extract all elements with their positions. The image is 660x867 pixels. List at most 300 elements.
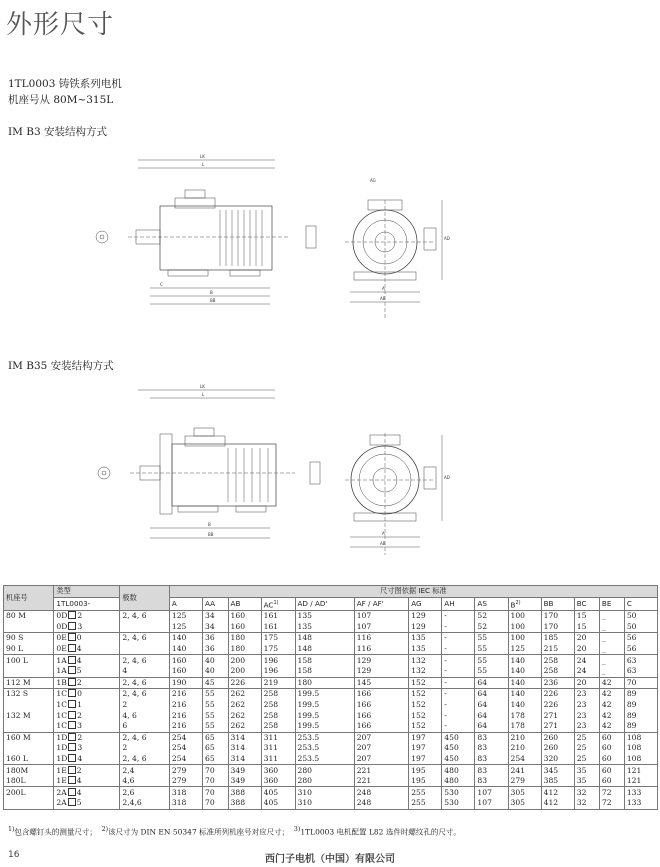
checkbox-placeholder-icon [68,666,76,674]
footnote-2: 该尺寸为 DIN EN 50347 标准所列机座号对应尺寸； [108,827,290,837]
cell-ab: 262 [228,710,261,721]
cell-frame: 132 S [4,689,54,700]
cell-aa: 55 [202,689,228,700]
cell-poles: 4, 6 [120,710,170,721]
column-header-be: BE [599,597,624,610]
cell-adad: 158 [295,655,354,666]
cell-aa: 65 [202,743,228,754]
table-row [4,743,658,754]
cell-c: 89 [624,700,657,711]
cell-as: 55 [475,644,508,655]
checkbox-placeholder-icon [68,622,76,630]
cell-type: 1C 2 [54,710,120,721]
cell-bb: 412 [541,787,574,798]
cell-c: 108 [624,743,657,754]
header-type: 类型 [54,586,120,598]
cell-afaf: 166 [354,689,408,700]
cell-be: 60 [599,743,624,754]
table-row [4,700,658,711]
table-row [4,644,658,655]
cell-type: 1B 2 [54,677,120,689]
cell-frame: 160 L [4,754,54,765]
cell-poles: 2, 4, 6 [120,732,170,743]
cell-a: 125 [169,610,202,621]
cell-bc: 20 [574,644,599,655]
cell-bb: 260 [541,743,574,754]
cell-a: 216 [169,700,202,711]
cell-bb: 412 [541,798,574,809]
cell-poles: 2,6 [120,787,170,798]
cell-c: 121 [624,776,657,787]
cell-bc: 32 [574,787,599,798]
cell-c: 70 [624,677,657,689]
cell-be: 42 [599,689,624,700]
cell-c: 121 [624,765,657,776]
b3-section-label: IM B3 安装结构方式 [8,126,107,138]
column-header-ab: AB [228,597,261,610]
table-row [4,732,658,743]
dim-l: L [202,162,205,167]
cell-ag: 152 [409,677,442,689]
cell-a: 279 [169,776,202,787]
checkbox-placeholder-icon [68,633,76,641]
cell-ag: 135 [409,644,442,655]
cell-be: _ [599,633,624,644]
cell-ag: 195 [409,765,442,776]
cell-ah: - [442,622,475,633]
cell-ag: 255 [409,787,442,798]
cell-be: 42 [599,721,624,732]
cell-ab: 160 [228,622,261,633]
cell-afaf: 107 [354,610,408,621]
cell-as: 52 [475,622,508,633]
table-row [4,666,658,677]
cell-bc: 15 [574,610,599,621]
table-row [4,689,658,700]
cell-afaf: 207 [354,754,408,765]
column-header-bc: BC [574,597,599,610]
cell-aa: 65 [202,732,228,743]
cell-ag: 129 [409,622,442,633]
cell-ac: 405 [261,787,295,798]
cell-type: 1D 4 [54,754,120,765]
cell-type: 0D 2 [54,610,120,621]
cell-b: 254 [508,754,541,765]
cell-frame: 200L [4,787,54,798]
cell-adad: 310 [295,798,354,809]
cell-type: 1D 3 [54,743,120,754]
cell-poles: 2, 4, 6 [120,754,170,765]
cell-ac: 175 [261,633,295,644]
cell-ac: 311 [261,754,295,765]
cell-ag: 152 [409,721,442,732]
table-row [4,710,658,721]
cell-poles: 6 [120,721,170,732]
cell-b: 210 [508,743,541,754]
cell-c: 89 [624,721,657,732]
footnote-3: 1TL0003 电机配置 L82 选件时螺纹孔的尺寸。 [300,827,461,837]
dim-lk: LK [200,154,205,159]
cell-ah: 450 [442,732,475,743]
cell-poles: 2, 4, 6 [120,677,170,689]
cell-as: 64 [475,677,508,689]
cell-ah: - [442,721,475,732]
header-dims-caption: 尺寸图依据 IEC 标准 [169,586,657,598]
dim-ag: AG [370,178,376,183]
cell-ah: - [442,655,475,666]
cell-afaf: 166 [354,700,408,711]
cell-bb: 215 [541,644,574,655]
cell-bb: 320 [541,754,574,765]
column-header-bb: BB [541,597,574,610]
cell-be: _ [599,655,624,666]
cell-as: 83 [475,754,508,765]
column-header-a: A [169,597,202,610]
cell-aa: 34 [202,610,228,621]
cell-c: 89 [624,710,657,721]
cell-b: 140 [508,666,541,677]
cell-frame: 180L [4,776,54,787]
dim-c: C [160,282,163,287]
cell-poles [120,622,170,633]
cell-type: 1E 2 [54,765,120,776]
cell-bb: 385 [541,776,574,787]
cell-be: 42 [599,710,624,721]
cell-as: 64 [475,721,508,732]
cell-ag: 195 [409,776,442,787]
cell-as: 64 [475,710,508,721]
cell-bc: 23 [574,721,599,732]
cell-frame [4,700,54,711]
cell-a: 190 [169,677,202,689]
checkbox-placeholder-icon [68,644,76,652]
checkbox-placeholder-icon [68,656,76,664]
cell-be: 60 [599,776,624,787]
cell-adad: 148 [295,633,354,644]
cell-aa: 34 [202,622,228,633]
cell-ah: 530 [442,798,475,809]
cell-adad: 253.5 [295,732,354,743]
cell-adad: 158 [295,666,354,677]
table-row [4,776,658,787]
cell-bb: 258 [541,655,574,666]
cell-poles: 2, 4, 6 [120,655,170,666]
cell-c: 133 [624,798,657,809]
checkbox-placeholder-icon [68,776,76,784]
column-header-aa: AA [202,597,228,610]
cell-poles: 2, 4, 6 [120,689,170,700]
cell-poles [120,644,170,655]
column-header-adad: AD / AD' [295,597,354,610]
cell-ac: 258 [261,721,295,732]
dim-ab: AB [380,296,386,301]
cell-a: 216 [169,710,202,721]
cell-c: 89 [624,689,657,700]
cell-aa: 40 [202,655,228,666]
cell-be: 60 [599,765,624,776]
cell-a: 254 [169,743,202,754]
checkbox-placeholder-icon [68,611,76,619]
cell-a: 160 [169,666,202,677]
cell-aa: 70 [202,776,228,787]
cell-poles: 2,4,6 [120,798,170,809]
cell-frame [4,666,54,677]
cell-ac: 405 [261,798,295,809]
cell-ab: 226 [228,677,261,689]
dimension-table-body [4,610,658,809]
cell-c: 50 [624,610,657,621]
cell-ab: 388 [228,798,261,809]
cell-poles: 2 [120,700,170,711]
column-header-as: AS [475,597,508,610]
cell-frame [4,622,54,633]
cell-a: 254 [169,732,202,743]
cell-frame: 112 M [4,677,54,689]
cell-as: 83 [475,732,508,743]
cell-b: 125 [508,644,541,655]
cell-ag: 197 [409,732,442,743]
cell-ah: 450 [442,743,475,754]
cell-adad: 148 [295,644,354,655]
cell-be: _ [599,666,624,677]
b3-side-view-drawing [90,140,330,340]
cell-ac: 258 [261,700,295,711]
cell-bb: 226 [541,689,574,700]
table-row [4,633,658,644]
footnote-3-mark: 3) [293,826,301,833]
cell-poles: 2, 4, 6 [120,633,170,644]
cell-ab: 314 [228,743,261,754]
cell-bb: 271 [541,710,574,721]
table-row [4,765,658,776]
cell-bb: 345 [541,765,574,776]
cell-bc: 15 [574,622,599,633]
cell-b: 241 [508,765,541,776]
cell-bc: 24 [574,655,599,666]
cell-ah: 530 [442,787,475,798]
cell-c: 50 [624,622,657,633]
cell-b: 305 [508,787,541,798]
checkbox-placeholder-icon [68,700,76,708]
cell-b: 100 [508,633,541,644]
cell-b: 100 [508,622,541,633]
cell-aa: 65 [202,754,228,765]
cell-afaf: 221 [354,765,408,776]
cell-type: 2A 4 [54,787,120,798]
cell-type: 1D 2 [54,732,120,743]
dim-bb-2: BB [208,532,214,537]
cell-be: 42 [599,700,624,711]
cell-ac: 161 [261,610,295,621]
cell-type: 1C 3 [54,721,120,732]
cell-b: 100 [508,610,541,621]
cell-ab: 180 [228,644,261,655]
cell-as: 55 [475,655,508,666]
cell-ab: 314 [228,732,261,743]
b35-section-label: IM B35 安装结构方式 [8,360,114,372]
dim-lk-2: LK [200,384,205,389]
cell-be: 72 [599,798,624,809]
cell-ah: 480 [442,765,475,776]
cell-adad: 253.5 [295,743,354,754]
cell-be: 60 [599,754,624,765]
cell-ac: 360 [261,765,295,776]
cell-ag: 197 [409,754,442,765]
cell-ag: 129 [409,610,442,621]
cell-b: 178 [508,710,541,721]
cell-ag: 135 [409,633,442,644]
cell-afaf: 248 [354,787,408,798]
cell-a: 216 [169,689,202,700]
cell-c: 63 [624,655,657,666]
cell-as: 64 [475,689,508,700]
cell-c: 108 [624,754,657,765]
cell-ab: 262 [228,721,261,732]
cell-ab: 262 [228,700,261,711]
cell-ah: - [442,644,475,655]
cell-bc: 23 [574,700,599,711]
table-row [4,787,658,798]
cell-ah: 480 [442,776,475,787]
series-line: 1TL0003 铸铁系列电机 [8,78,122,90]
cell-bb: 185 [541,633,574,644]
cell-b: 279 [508,776,541,787]
b35-end-view-drawing [330,405,470,570]
cell-bb: 226 [541,700,574,711]
cell-adad: 135 [295,610,354,621]
b35-side-view-drawing [90,378,330,563]
cell-ac: 196 [261,655,295,666]
cell-b: 210 [508,732,541,743]
table-row [4,655,658,666]
cell-ac: 196 [261,666,295,677]
cell-a: 125 [169,622,202,633]
cell-adad: 280 [295,765,354,776]
cell-bc: 32 [574,798,599,809]
footnote-2-mark: 2) [101,826,109,833]
cell-frame [4,798,54,809]
cell-b: 178 [508,721,541,732]
cell-ah: - [442,610,475,621]
cell-aa: 36 [202,644,228,655]
cell-bb: 260 [541,732,574,743]
cell-be: _ [599,644,624,655]
dim-l-2: L [202,392,205,397]
cell-afaf: 129 [354,666,408,677]
company-name: 西门子电机（中国）有限公司 [265,854,395,865]
cell-adad: 199.5 [295,721,354,732]
cell-bc: 23 [574,710,599,721]
cell-b: 140 [508,655,541,666]
header-frame: 机座号 [4,586,54,611]
table-row [4,798,658,809]
checkbox-placeholder-icon [68,733,76,741]
cell-ah: - [442,689,475,700]
checkbox-placeholder-icon [68,743,76,751]
checkbox-placeholder-icon [68,798,76,806]
cell-poles: 4,6 [120,776,170,787]
cell-type: 1A 5 [54,666,120,677]
cell-c: 63 [624,666,657,677]
cell-a: 318 [169,798,202,809]
cell-be: 60 [599,732,624,743]
column-header-b: $B^{2)}$ [508,597,541,610]
column-header-ac: AC$^{1)}$ [261,597,295,610]
cell-ab: 388 [228,787,261,798]
dim-b-2: B [208,522,211,527]
cell-ab: 180 [228,633,261,644]
cell-aa: 70 [202,787,228,798]
cell-bb: 258 [541,666,574,677]
checkbox-placeholder-icon [68,678,76,686]
cell-bc: 20 [574,633,599,644]
cell-poles: 2 [120,743,170,754]
cell-as: 107 [475,798,508,809]
b3-end-view-drawing [330,160,470,340]
cell-be: 42 [599,677,624,689]
cell-bb: 170 [541,610,574,621]
cell-ah: - [442,633,475,644]
cell-as: 83 [475,743,508,754]
cell-ag: 197 [409,743,442,754]
cell-ab: 200 [228,655,261,666]
page-title: 外形尺寸 [6,10,115,40]
cell-aa: 55 [202,710,228,721]
cell-be: _ [599,610,624,621]
checkbox-placeholder-icon [68,689,76,697]
cell-type: 1E 4 [54,776,120,787]
cell-ac: 175 [261,644,295,655]
cell-ag: 132 [409,666,442,677]
cell-frame: 80 M [4,610,54,621]
cell-as: 83 [475,765,508,776]
table-row [4,677,658,689]
cell-type: 0E 0 [54,633,120,644]
table-row [4,754,658,765]
cell-ag: 132 [409,655,442,666]
cell-adad: 199.5 [295,689,354,700]
cell-ag: 152 [409,689,442,700]
cell-ah: - [442,666,475,677]
cell-be: 72 [599,787,624,798]
cell-ac: 311 [261,743,295,754]
cell-ac: 219 [261,677,295,689]
cell-ah: - [442,677,475,689]
cell-type: 1C 0 [54,689,120,700]
column-header-ag: AG [409,597,442,610]
cell-adad: 135 [295,622,354,633]
cell-frame: 160 M [4,732,54,743]
table-row [4,610,658,621]
cell-poles: 2,4 [120,765,170,776]
page-number: 16 [8,850,20,860]
cell-ac: 258 [261,689,295,700]
cell-a: 140 [169,644,202,655]
cell-aa: 55 [202,700,228,711]
cell-b: 140 [508,677,541,689]
checkbox-placeholder-icon [68,766,76,774]
dim-ad: AD [444,236,450,241]
cell-ag: 255 [409,798,442,809]
cell-ac: 311 [261,732,295,743]
cell-aa: 70 [202,765,228,776]
cell-poles: 2, 4, 6 [120,610,170,621]
cell-a: 254 [169,754,202,765]
cell-afaf: 166 [354,710,408,721]
column-header-c: C [624,597,657,610]
checkbox-placeholder-icon [68,721,76,729]
cell-frame [4,721,54,732]
